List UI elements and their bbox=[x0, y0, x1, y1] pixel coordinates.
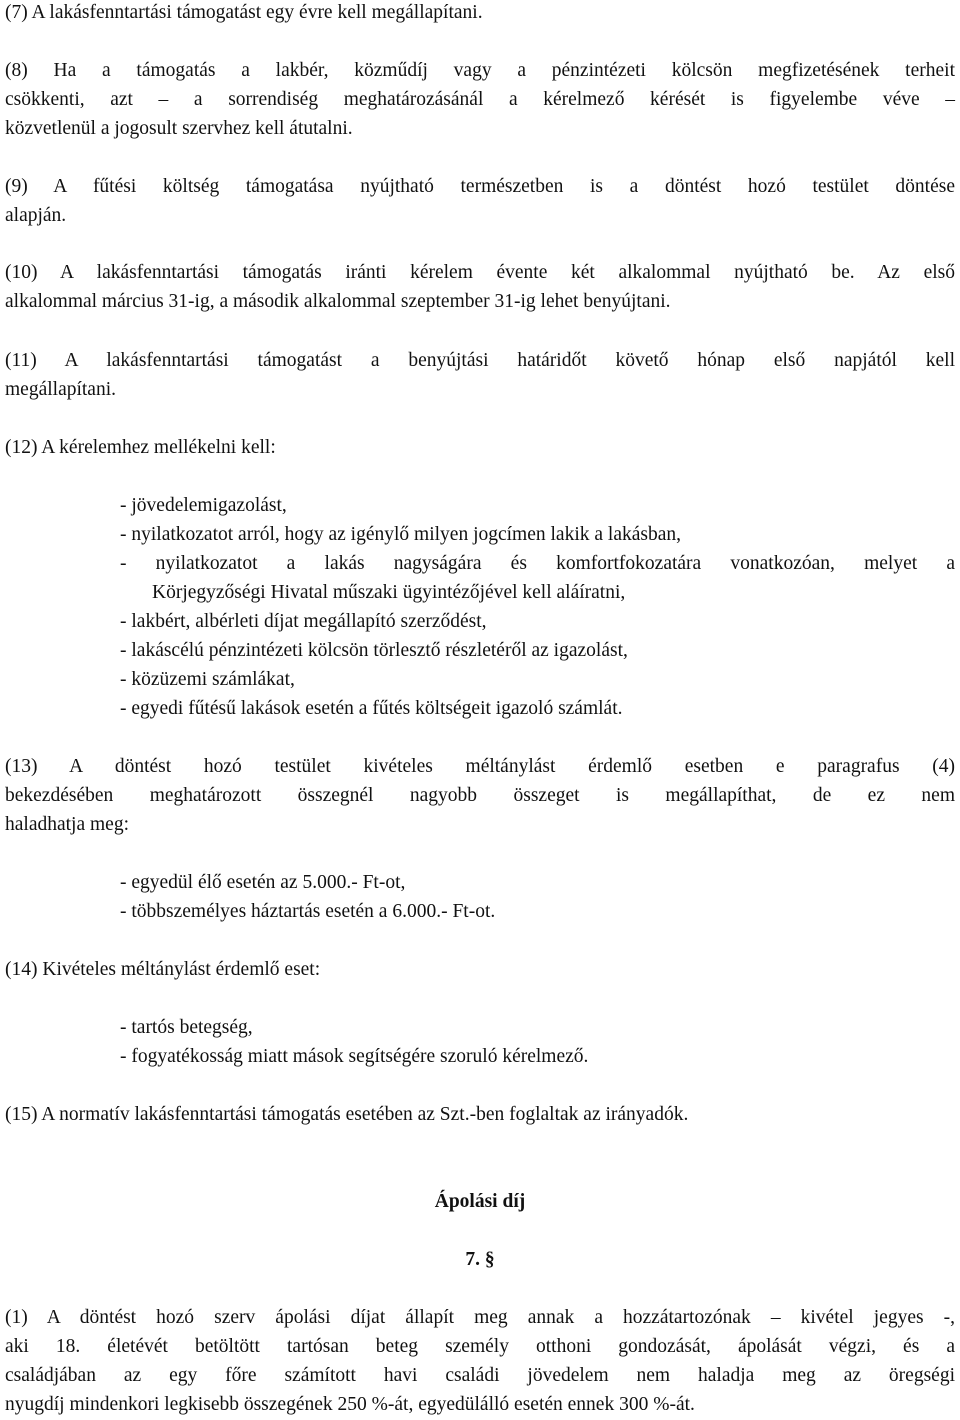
paragraph-14: (14) Kivételes méltánylást érdemlő eset: bbox=[5, 959, 321, 980]
list-item-continuation: Körjegyzőségi Hivatal műszaki ügyintézőjével kell aláíratni, bbox=[152, 582, 626, 603]
list-item: - közüzemi számlákat, bbox=[120, 669, 295, 690]
list-item: - nyilatkozatot arról, hogy az igénylő milyen jogcímen lakik a lakásban, bbox=[120, 524, 681, 545]
paragraph-7: (7) A lakásfenntartási támogatást egy évre kell megállapítani. bbox=[5, 2, 483, 23]
list-item: - nyilatkozatot a lakás nagyságára és komfortfokozatára vonatkozóan, melyet a bbox=[120, 553, 955, 574]
list-item: - fogyatékosság miatt mások segítségére szoruló kérelmező. bbox=[120, 1046, 589, 1067]
paragraph-11-line-1: (11) A lakásfenntartási támogatást a benyújtási határidőt követő hónap első napjától kell bbox=[5, 350, 955, 371]
list-item: - egyedül élő esetén az 5.000.- Ft-ot, bbox=[120, 872, 406, 893]
section-7-paragraph-1-line-2: aki 18. életévét betöltött tartósan beteg személy otthoni gondozását, ápolását végzi, és a bbox=[5, 1336, 955, 1357]
section-7-paragraph-1-line-4: nyugdíj mindenkori legkisebb összegének 250 %-át, egyedülálló esetén ennek 300 %-át. bbox=[5, 1394, 695, 1415]
paragraph-10-line-2: alkalommal március 31-ig, a második alkalommal szeptember 31-ig lehet benyújtani. bbox=[5, 291, 671, 312]
section-heading: Ápolási díj bbox=[434, 1191, 526, 1212]
paragraph-11-line-2: megállapítani. bbox=[5, 379, 117, 400]
paragraph-8-line-1: (8) Ha a támogatás a lakbér, közműdíj vagy a pénzintézeti kölcsön megfizetésének terheit bbox=[5, 60, 955, 81]
list-item: - jövedelemigazolást, bbox=[120, 495, 287, 516]
paragraph-10-line-1: (10) A lakásfenntartási támogatás iránti kérelem évente két alkalommal nyújtható be. Az első bbox=[5, 262, 955, 283]
section-7-paragraph-1-line-3: családjában az egy főre számított havi családi jövedelem nem haladja meg az öregségi bbox=[5, 1365, 955, 1386]
paragraph-9-line-1: (9) A fűtési költség támogatása nyújtható természetben is a döntést hozó testület döntése bbox=[5, 176, 955, 197]
paragraph-8-line-2: csökkenti, azt – a sorrendiség meghatározásánál a kérelmező kérését is figyelembe véve – bbox=[5, 89, 955, 110]
paragraph-13-line-3: haladhatja meg: bbox=[5, 814, 129, 835]
list-item: - egyedi fűtésű lakások esetén a fűtés költségeit igazoló számlát. bbox=[120, 698, 623, 719]
list-item: - tartós betegség, bbox=[120, 1017, 253, 1038]
paragraph-12: (12) A kérelemhez mellékelni kell: bbox=[5, 437, 276, 458]
section-number: 7. § bbox=[465, 1249, 495, 1270]
paragraph-13-line-2: bekezdésében meghatározott összegnél nagyobb összeget is megállapíthat, de ez nem bbox=[5, 785, 955, 806]
list-item: - lakáscélú pénzintézeti kölcsön törlesztő részletéről az igazolást, bbox=[120, 640, 628, 661]
list-item: - többszemélyes háztartás esetén a 6.000.- Ft-ot. bbox=[120, 901, 496, 922]
paragraph-15: (15) A normatív lakásfenntartási támogatás esetében az Szt.-ben foglaltak az irányadók. bbox=[5, 1104, 689, 1125]
paragraph-8-line-3: közvetlenül a jogosult szervhez kell átutalni. bbox=[5, 118, 353, 139]
paragraph-9-line-2: alapján. bbox=[5, 205, 67, 226]
section-7-paragraph-1-line-1: (1) A döntést hozó szerv ápolási díjat állapít meg annak a hozzátartozónak – kivétel jegyes -, bbox=[5, 1307, 955, 1328]
list-item: - lakbért, albérleti díjat megállapító szerződést, bbox=[120, 611, 487, 632]
paragraph-13-line-1: (13) A döntést hozó testület kivételes méltánylást érdemlő esetben e paragrafus (4) bbox=[5, 756, 955, 777]
